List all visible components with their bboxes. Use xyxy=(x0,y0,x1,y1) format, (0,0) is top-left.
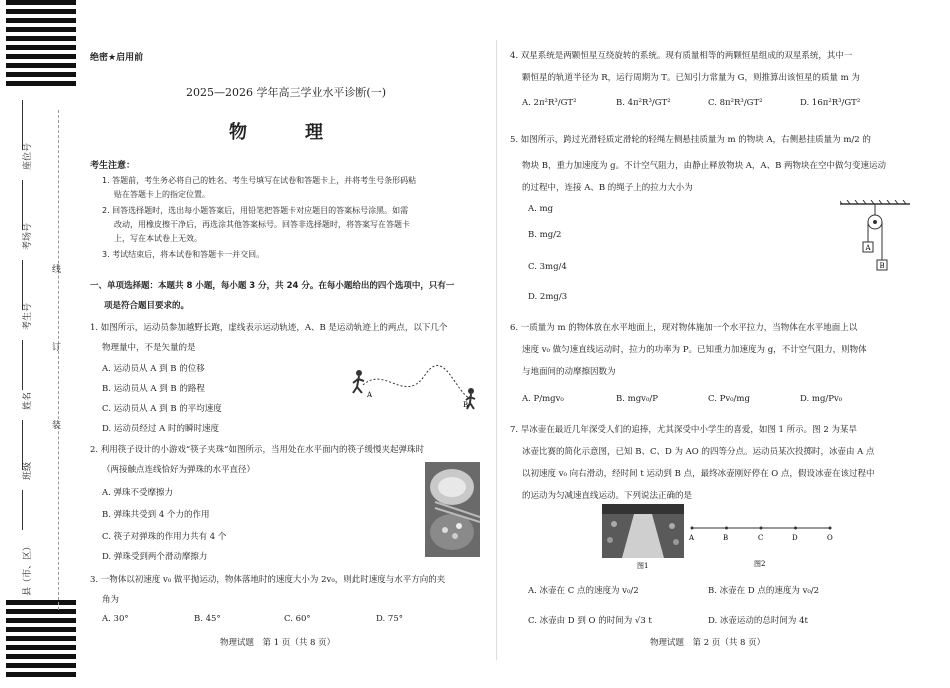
track-point-c: C xyxy=(758,534,764,542)
question-2-stem: 2. 利用筷子设计的小游戏“筷子夹珠”如图所示，当用处在水平面内的筷子缓慢夹起弹珠时 xyxy=(90,445,425,455)
question-3-stem-cont: 角为 xyxy=(102,595,120,605)
exam-title: 2025—2026 学年高三学业水平诊断(一) xyxy=(185,86,387,99)
q1-option-a: A. 运动员从 A 到 B 的位移 xyxy=(102,364,205,374)
notice-heading: 考生注意： xyxy=(90,161,136,171)
q5-option-a: A. mg xyxy=(528,204,554,214)
question-6-stem-cont: 速度 v₀ 做匀速直线运动时，拉力的功率为 P。已知重力加速度为 g，不计空气阻力，则物体 xyxy=(522,345,867,355)
q5-option-b: B. mg/2 xyxy=(528,230,562,240)
question-1-stem-cont: 物理量中，不是矢量的是 xyxy=(102,343,196,353)
figure-1-caption: 图1 xyxy=(637,562,649,570)
question-5-stem-cont: 物块 B，重力加速度为 g。不计空气阻力，由静止释放物块 A，A、B 两物块在空中做匀变速运动 xyxy=(522,161,887,171)
q3-option-a: A. 30° xyxy=(102,614,129,624)
q4-option-d: D. 16π²R³/GT² xyxy=(800,98,861,108)
q5-option-d: D. 2mg/3 xyxy=(528,292,568,302)
track-point-b: B xyxy=(463,401,469,409)
q1-option-c: C. 运动员从 A 到 B 的平均速度 xyxy=(102,404,222,414)
notice-line: 2. 回答选择题时，选出每小题答案后，用铅笔把答题卡对应题目的答案标号涂黑。如需 xyxy=(102,206,409,215)
question-3-stem: 3. 一物体以初速度 v₀ 做平抛运动，物体落地时的速度大小为 2v₀，则此时速度与水平方向的夹 xyxy=(90,575,446,585)
track-point-a: A xyxy=(689,534,695,542)
question-6-stem-cont: 与地面间的动摩擦因数为 xyxy=(522,367,616,377)
track-point-d: D xyxy=(792,534,798,542)
barcode-stripes-top xyxy=(6,0,76,90)
cut-line xyxy=(58,110,59,610)
q4-option-b: B. 4π²R³/GT² xyxy=(616,98,671,108)
binding-mark-line: 线 xyxy=(52,265,62,275)
room-number-label: 考场号 xyxy=(23,222,33,250)
q3-option-c: C. 60° xyxy=(284,614,311,624)
county-label: 县（市、区） xyxy=(23,541,33,596)
q7-option-b: B. 冰壶在 D 点的速度为 v₀/2 xyxy=(708,586,820,596)
question-7-stem-cont: 冰壶比赛的简化示意图，已知 B、C、D 为 AO 的四等分点。运动员某次投掷时，冰壶由 A 点 xyxy=(522,447,875,457)
student-number-label: 考生号 xyxy=(23,302,33,330)
q2-option-c: C. 筷子对弹珠的作用力共有 4 个 xyxy=(102,532,227,542)
notice-line: 上，写在本试卷上无效。 xyxy=(114,234,202,243)
q6-option-b: B. mgv₀/P xyxy=(616,394,658,404)
figure-2-caption: 图2 xyxy=(754,560,766,568)
confidential-label: 绝密★启用前 xyxy=(90,53,144,63)
q2-option-a: A. 弹珠不受摩擦力 xyxy=(102,488,174,498)
question-6-stem: 6. 一质量为 m 的物体放在水平地面上，现对物体施加一个水平拉力，当物体在水平地面上以 xyxy=(510,323,858,333)
section-heading: 一、单项选择题：本题共 8 小题，每小题 3 分，共 24 分。在每小题给出的四个选项中，只有一 xyxy=(90,281,455,291)
track-point-o: O xyxy=(827,534,833,542)
page-1-footer: 物理试题 第 1 页（共 8 页） xyxy=(220,638,336,648)
question-2-stem-cont: （两接触点连线恰好为弹珠的水平直径） xyxy=(102,465,256,475)
page-2 xyxy=(510,0,910,688)
binding-mark-order: 订 xyxy=(52,343,62,353)
subject-title: 物 理 xyxy=(229,122,343,143)
question-1-stem: 1. 如图所示，运动员参加越野长跑，虚线表示运动轨迹，A、B 是运动轨迹上的两点，以下几个 xyxy=(90,323,448,333)
question-7-stem-cont: 的运动为匀减速直线运动。下列说法正确的是 xyxy=(522,491,693,501)
binding-mark-bind: 装 xyxy=(52,421,62,431)
question-4-stem-cont: 颗恒星的轨道半径为 R，运行周期为 T。已知引力常量为 G，则推算出该恒星的质量 m 为 xyxy=(522,73,860,83)
class-label: 班级 xyxy=(23,461,33,480)
q3-option-d: D. 75° xyxy=(376,614,403,624)
question-7-stem-cont: 以初速度 v₀ 向右滑动，经时间 t 运动到 B 点，最终冰壶刚好停在 O 点，假设冰壶在该过程中 xyxy=(522,469,875,479)
question-5-stem-cont: 的过程中，连接 A、B 的绳子上的拉力大小为 xyxy=(522,183,693,193)
question-7-stem: 7. 旱冰壶在最近几年深受人们的追捧，尤其深受中小学生的喜爱，如图 1 所示。图 2 为某旱 xyxy=(510,425,857,435)
page-1 xyxy=(90,0,482,688)
notice-line: 贴在答题卡上的指定位置。 xyxy=(114,190,210,199)
block-b-label: B xyxy=(879,262,885,270)
q4-option-a: A. 2π²R³/GT² xyxy=(522,98,577,108)
notice-line: 3. 考试结束后，将本试卷和答题卡一并交回。 xyxy=(102,250,265,259)
pulley-figure xyxy=(840,200,910,272)
q1-option-d: D. 运动员经过 A 时的瞬时速度 xyxy=(102,424,219,434)
block-a-label: A xyxy=(865,244,871,252)
notice-line: 改动，用橡皮擦干净后，再选涂其他答案标号。回答非选择题时，将答案写在答题卡 xyxy=(114,220,410,229)
q7-option-a: A. 冰壶在 C 点的速度为 v₀/2 xyxy=(528,586,639,596)
chopsticks-photo xyxy=(425,462,480,557)
binding-margin xyxy=(0,0,78,688)
q7-option-c: C. 冰壶由 D 到 O 的时间为 √3 t xyxy=(528,616,652,626)
q6-option-a: A. P/mgv₀ xyxy=(522,394,564,404)
runner-track-figure xyxy=(345,355,485,415)
section-heading-cont: 项是符合题目要求的。 xyxy=(104,301,190,311)
name-label: 姓名 xyxy=(23,391,33,410)
barcode-stripes-bottom xyxy=(6,600,76,681)
notice-line: 1. 答题前，考生务必将自己的姓名、考生号填写在试卷和答题卡上，并将考生号条形码粘 xyxy=(102,176,417,185)
question-4-stem: 4. 双星系统是两颗恒星互绕旋转的系统。现有质量相等的两颗恒星组成的双星系统，其中一 xyxy=(510,51,853,61)
q6-option-d: D. mg/Pv₀ xyxy=(800,394,843,404)
q3-option-b: B. 45° xyxy=(194,614,221,624)
page-2-footer: 物理试题 第 2 页（共 8 页） xyxy=(650,638,766,648)
q5-option-c: C. 3mg/4 xyxy=(528,262,567,272)
seat-number-label: 座位号 xyxy=(23,142,33,170)
track-diagram xyxy=(686,520,836,570)
q2-option-b: B. 弹珠共受到 4 个力的作用 xyxy=(102,510,210,520)
q7-option-d: D. 冰壶运动的总时间为 4t xyxy=(708,616,808,626)
q4-option-c: C. 8π²R³/GT² xyxy=(708,98,763,108)
q2-option-d: D. 弹珠受到两个滑动摩擦力 xyxy=(102,552,208,562)
curling-photo xyxy=(602,504,684,570)
q6-option-c: C. Pv₀/mg xyxy=(708,394,750,404)
track-point-a: A xyxy=(367,391,373,399)
track-point-b: B xyxy=(723,534,729,542)
q1-option-b: B. 运动员从 A 到 B 的路程 xyxy=(102,384,205,394)
question-5-stem: 5. 如图所示，跨过光滑轻质定滑轮的轻绳左侧悬挂质量为 m 的物块 A，右侧悬挂质量为 m/2 的 xyxy=(510,135,871,145)
page-divider xyxy=(496,40,497,660)
